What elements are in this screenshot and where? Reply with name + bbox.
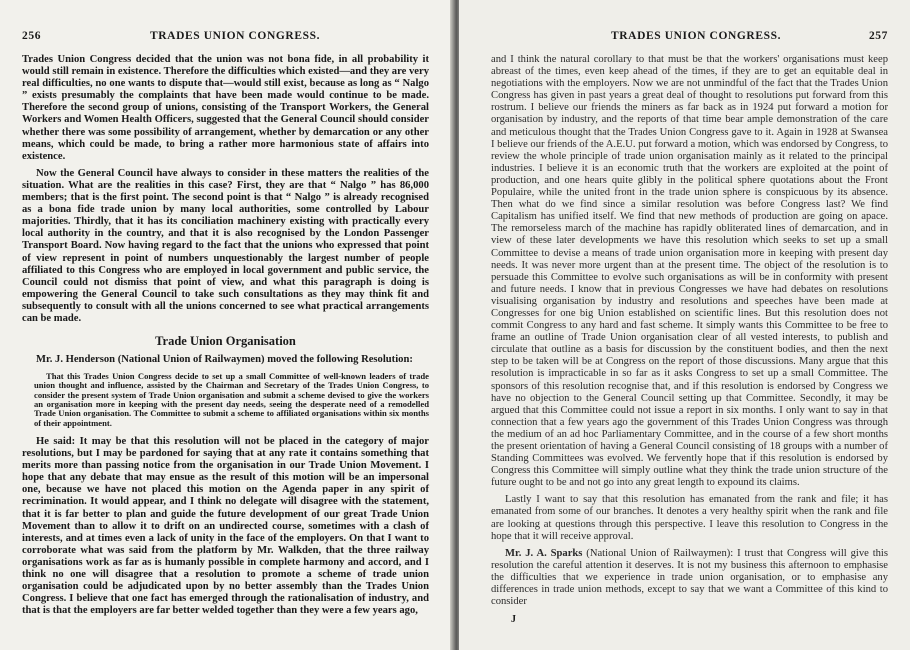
left-running-title: TRADES UNION CONGRESS.: [149, 30, 321, 42]
left-paragraph-3: He said: It may be that this resolution will not be placed in the category of major resolutions, but I may be pardoned for saying that at any rate it contains something that merits more than passing notice from the organisation in our Trade Union Movement. I hope that any debate that may ensue as the result of this motion will be an impersonal one, because we have not placed this motion on the Agenda paper in any spirit of recrimination. It would appear, and I think no delegate will disagree with the statement, that it is far better to plan and guide the future development of our great Trade Union Movement than to allow it to drift on an undirected course, sometimes with a clash of interests, and at times even a lack of unity in the face of the employers. On that I want to corroborate what was said from the platform by Mr. Walkden, that the three railway organisations work as far as is humanly possible in complete harmony and accord, and I think no one will disagree that a resolution to promote a scheme of trade union organisation could be adjudicated upon by no better assembly than the Trades Union Congress. I believe that one fact has emerged through the rationalisation of industry, and that is that the employers are far better welded together than they were a few years ago,: [22, 435, 429, 617]
right-body: [491, 54, 888, 625]
section-heading: Trade Union Organisation: [155, 334, 296, 349]
left-paragraph-2: Now the General Council have always to consider in these matters the realities of the situation. What are the realities in this case? First, they are that “ Nalgo ” has 86,000 members; that is the first point. The second point is that “ Nalgo ” is already recognised as a bona fide trade union by many local authorities, some controlled by Labour majorities. Thirdly, that it has its conciliation machinery existing with practically every local authority in the country, and that it is also recognised by the London Passenger Transport Board. Now having regard to the fact that the unions who expressed that point of view represent in point of numbers unquestionably the largest number of people affiliated to this Congress who are employed in local government and public service, the Council could not dismiss that point of view, and what this paragraph is doing is empowering the General Council to take such consultations as they may think fit and subsequently to consult with all the unions concerned to see what practical arrangements can be made.: [22, 167, 429, 324]
right-paragraph-1: and I think the natural corollary to that must be that the workers' organisations must keep abreast of the times, even keep ahead of the times, if they are to get an equitable deal in negotiations with the employers. Now we are not unmindful of the fact that the Trades Union Congress has given in past years a great deal of thought to resolutions put forward from this rostrum. I believe our friends the miners as far back as in 1924 put forward a motion for organisation by industry, and the reports of that time bear ample demonstration of the care and meticulous thought that the Trades Union Congress gave to it. Again in 1928 at Swansea I believe our friends of the A.E.U. put forward a motion, which was endorsed by Congress, to review the whole principle of trade union organisation mainly as it related to the principal industries. I believe it is an economic truth that the workers are exploited at the point of production, and one hears quite glibly in the political sphere quotations about the Front Populaire, while the united front in the trade union sphere is conspicuous by its absence. Then what do we find since a similar resolution was before Congress last? We find Capitalism has unified itself. We find that new methods of production are going on apace. The remorseless march of the machine has rapidly obliterated lines of demarcation, and in view of these later developments we have this resolution which seeks to set up a small Committee to devise a means of trade union organisation more in keeping with present day needs. It was never more urgent than at the present time. The object of the resolution is to persuade this Committee to evolve such organisations as will be in conformity with present and future needs. I know that in previous Congresses we have had debates on resolutions visualising organisation by industry and resolutions and speeches have been made at Congresses for one big Union established on scientific lines. But this resolution does not commit Congress to any hard and fast scheme. It simply wants this Committee to be free to frame an outline of Trade Union organisation clear of all vested interests, to publish and circulate that outline as a basis for discussion by the constituent bodies, and then the next step to be taken will be at Congress on the report of those discussions. Many argue that this resolution is impracticable in so far as it asks Congress to set up a small Committee. The sponsors of this resolution recognise that, and if this resolution is endorsed by Congress we have no objection to the General Council setting up that Committee. Secondly, it may be argued that this Committee could not issue a report in six months. I only want to say in that connection that a few years ago the government of this Trades Union Congress was through the medium of an ad hoc Parliamentary Committee, and in the course of a few short months the present orientation of having a General Council consisting of 18 groups with a number of Standing Committees was evolved. We fervently hope that if this resolution is endorsed by Congress this Committee will simply outline what they think the trade union structure of the future ought to be and not go into any great length to expound its claims.: [491, 54, 888, 489]
sparks-paragraph: [491, 548, 888, 608]
signature-mark: J: [511, 614, 516, 626]
right-running-title: TRADES UNION CONGRESS.: [611, 30, 782, 42]
mover-paragraph: [22, 354, 429, 366]
left-paragraph-1: Trades Union Congress decided that the union was not bona fide, in all probability it would still remain in existence. Therefore the difficulties which existed—and they are very real difficulties, no one wants to dispute that—would still exist, because as long as “ Nalgo ” exists presumably the complaints that have been made would continue to be made. Therefore the second group of unions, consisting of the Transport Workers, the General Workers and Women Health Officers, suggested that the General Council should consider whether there was some possibility of arrangement, whether by demarcation or any other means, which could be made, to bring a rather more harmonious state of affairs into existence.: [22, 54, 429, 162]
resolution-text: That this Trades Union Congress decide to set up a small Committee of well-known leaders of trade union thought and influence, assisted by the Chairman and Secretary of the Trades Union Congress, to consider the present system of Trade Union organisation and submit a scheme devised to give the workers an organisation more in keeping with the present day needs, seeing the desperate need of a remodelled Trade Union organisation. The Committee to submit a scheme to affiliated organisations within six months of their appointment.: [34, 371, 429, 428]
right-paragraph-2: Lastly I want to say that this resolution has emanated from the rank and file; it has emanated from some of our branches. It denotes a very healthy spirit when the rank and file are looking at questions through this perspective. I leave this resolution to Congress in the hope that it will receive approval.: [491, 494, 888, 542]
right-page-number: 257: [868, 30, 888, 42]
speaker-henderson: Mr. J. Henderson: [36, 354, 116, 366]
sparks-text: (National Union of Railwaymen): I trust that Congress will give this resolution the careful attention it deserves. It is not my business this afternoon to emphasise the difficulties that we experience in trade union organisation, or to emphasise any differences in trade union methods, except to say that we want a Committee of this kind to consider: [491, 547, 888, 608]
left-page-number: 256: [22, 30, 42, 42]
right-page: [459, 0, 910, 650]
right-running-head: [491, 30, 888, 42]
mover-text: (National Union of Railwaymen) moved the following Resolution:: [115, 354, 413, 366]
speaker-sparks: Mr. J. A. Sparks: [505, 547, 583, 559]
left-body: [22, 54, 429, 617]
left-running-head: [22, 30, 429, 42]
